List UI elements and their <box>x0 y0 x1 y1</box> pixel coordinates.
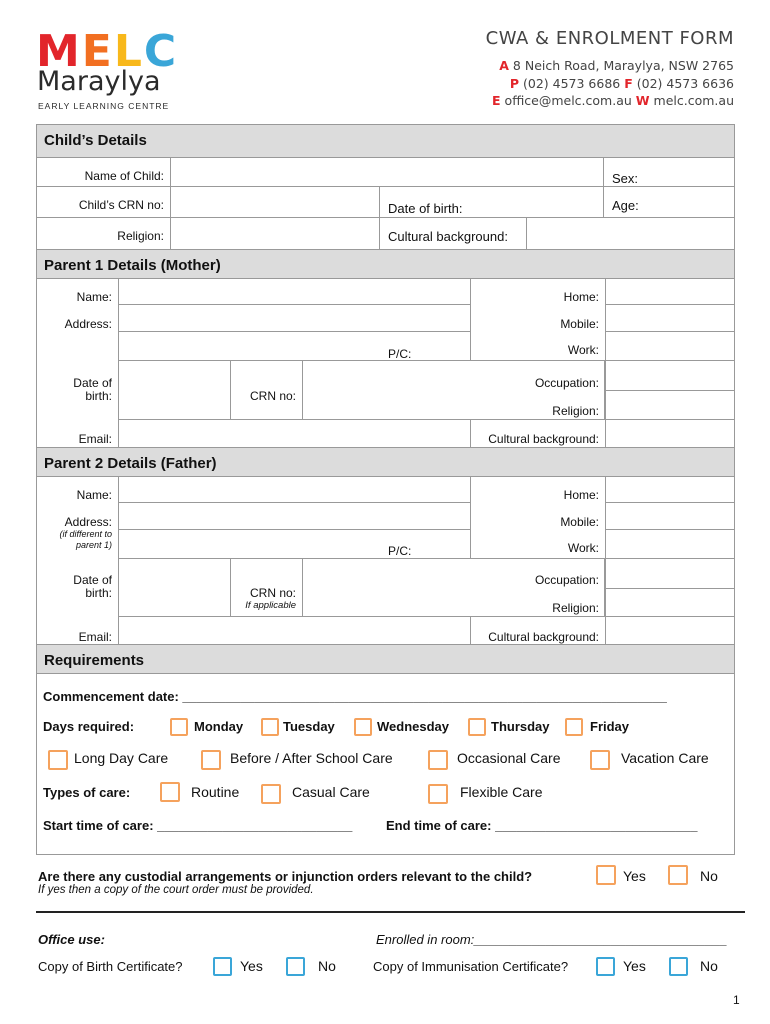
routine-checkbox[interactable] <box>160 782 180 802</box>
phone-value: (02) 4573 6686 <box>523 76 621 91</box>
custody-no-checkbox[interactable] <box>668 865 688 885</box>
parent2-email-label: Email: <box>78 630 112 644</box>
casual-care-checkbox[interactable] <box>261 784 281 804</box>
email-key: E <box>492 93 501 108</box>
parent1-work-label: Work: <box>567 343 599 357</box>
parent1-occupation-field[interactable] <box>605 360 735 391</box>
birth-cert-label: Copy of Birth Certificate? <box>38 959 183 974</box>
parent1-address-label: Address: <box>64 317 112 331</box>
parent2-address-line2-field[interactable] <box>118 529 471 559</box>
immunisation-cert-no-label: No <box>700 958 718 974</box>
types-of-care-label: Types of care: <box>43 785 131 800</box>
monday-label: Monday <box>194 719 244 734</box>
vacation-care-checkbox[interactable] <box>590 750 610 770</box>
contact-phone <box>510 76 734 91</box>
parent2-crn-note: If applicable <box>245 600 296 611</box>
parent2-name-field[interactable] <box>118 476 471 503</box>
parent2-dob-label-1: Date of <box>73 573 112 587</box>
logo-letter-e: E <box>81 26 114 77</box>
monday-checkbox[interactable] <box>170 718 188 736</box>
start-time-field[interactable]: Start time of care: ___________________________ <box>43 818 353 833</box>
parent2-work-label: Work: <box>567 541 599 555</box>
birth-cert-no-checkbox[interactable] <box>286 957 305 976</box>
vacation-care-label: Vacation Care <box>621 750 709 766</box>
parent1-work-field[interactable] <box>605 331 735 361</box>
custody-yes-label: Yes <box>623 868 646 884</box>
logo-tagline: EARLY LEARNING CENTRE <box>38 101 170 111</box>
child-cultural-label: Cultural background: <box>388 229 508 244</box>
custody-note: If yes then a copy of the court order must be provided. <box>38 884 314 896</box>
parent2-name-label: Name: <box>76 488 112 502</box>
enrolled-room-field[interactable]: Enrolled in room:___________________________________ <box>376 932 728 947</box>
child-section-heading: Child’s Details <box>36 124 735 158</box>
child-sex-label: Sex: <box>612 171 639 186</box>
immunisation-cert-yes-label: Yes <box>623 958 646 974</box>
birth-cert-no-label: No <box>318 958 336 974</box>
parent2-address-field[interactable] <box>118 502 471 530</box>
parent1-address-line2-field[interactable] <box>118 331 471 361</box>
routine-label: Routine <box>191 784 240 800</box>
parent1-mobile-label: Mobile: <box>560 317 599 331</box>
child-crn-field[interactable] <box>170 186 380 218</box>
tuesday-checkbox[interactable] <box>261 718 279 736</box>
parent2-religion-label: Religion: <box>552 601 599 615</box>
parent2-crn-label: CRN no: <box>249 586 296 600</box>
birth-cert-yes-label: Yes <box>240 958 263 974</box>
parent1-cultural-field[interactable] <box>605 419 735 448</box>
address-value: 8 Neich Road, Maraylya, NSW 2765 <box>512 58 734 73</box>
office-use-label: Office use: <box>38 932 105 947</box>
parent2-cultural-label: Cultural background: <box>488 630 599 644</box>
parent2-mobile-field[interactable] <box>605 502 735 530</box>
requirements-section-heading: Requirements <box>36 644 735 674</box>
thursday-label: Thursday <box>491 719 550 734</box>
child-name-label: Name of Child: <box>84 169 164 183</box>
before-after-school-care-label: Before / After School Care <box>230 750 393 766</box>
custody-question: Are there any custodial arrangements or injunction orders relevant to the child? <box>38 869 533 884</box>
parent1-email-field[interactable] <box>118 419 471 448</box>
logo-letter-l: L <box>113 26 144 77</box>
parent2-occupation-label: Occupation: <box>534 573 599 587</box>
parent1-dob-field[interactable] <box>118 360 231 420</box>
parent2-address-note-2: parent 1) <box>75 540 112 550</box>
parent2-address-label: Address: <box>64 515 112 529</box>
page-number: 1 <box>733 993 740 1007</box>
custody-no-label: No <box>700 868 718 884</box>
before-after-school-care-checkbox[interactable] <box>201 750 221 770</box>
parent1-dob-label-1: Date of <box>73 376 112 390</box>
parent1-religion-label: Religion: <box>552 404 599 418</box>
parent2-dob-field[interactable] <box>118 558 231 617</box>
parent2-address-note-1: (if different to <box>59 529 112 539</box>
commencement-date-field[interactable]: Commencement date: ___________________________________________________________________ <box>43 689 667 704</box>
parent2-mobile-label: Mobile: <box>560 515 599 529</box>
days-required-label: Days required: <box>43 719 135 734</box>
friday-label: Friday <box>590 719 630 734</box>
phone-key: P <box>509 76 520 91</box>
parent1-email-label: Email: <box>78 432 112 446</box>
tuesday-label: Tuesday <box>283 719 335 734</box>
immunisation-cert-no-checkbox[interactable] <box>669 957 688 976</box>
child-religion-label: Religion: <box>117 229 164 243</box>
long-day-care-label: Long Day Care <box>74 750 169 766</box>
friday-checkbox[interactable] <box>565 718 583 736</box>
parent2-occupation-field[interactable] <box>605 558 735 589</box>
email-value: office@melc.com.au <box>504 93 632 108</box>
parent1-crn-label: CRN no: <box>249 389 296 403</box>
logo-letter-m: M <box>36 26 82 77</box>
parent1-occupation-label: Occupation: <box>534 376 599 390</box>
logo-letter-c: C <box>143 26 179 77</box>
logo-subtitle: Maraylya <box>37 66 161 97</box>
wednesday-label: Wednesday <box>377 719 450 734</box>
wednesday-checkbox[interactable] <box>354 718 372 736</box>
casual-care-label: Casual Care <box>292 784 370 800</box>
parent1-dob-label-2: birth: <box>85 389 112 403</box>
fax-key: F <box>624 76 633 91</box>
parent2-work-field[interactable] <box>605 529 735 559</box>
child-dob-label: Date of birth: <box>388 201 463 216</box>
long-day-care-checkbox[interactable] <box>48 750 68 770</box>
address-key: A <box>499 58 509 73</box>
parent1-section-heading: Parent 1 Details (Mother) <box>36 249 735 279</box>
parent1-address-field[interactable] <box>118 304 471 332</box>
end-time-field[interactable]: End time of care: ____________________________ <box>386 818 698 833</box>
occasional-care-label: Occasional Care <box>457 750 561 766</box>
parent2-home-field[interactable] <box>605 476 735 503</box>
parent1-pc-label: P/C: <box>388 347 412 361</box>
parent1-name-field[interactable] <box>118 278 471 305</box>
occasional-care-checkbox[interactable] <box>428 750 448 770</box>
form-title: CWA & ENROLMENT FORM <box>485 28 734 49</box>
parent2-home-label: Home: <box>563 488 599 502</box>
parent1-home-field[interactable] <box>605 278 735 305</box>
flexible-care-label: Flexible Care <box>460 784 543 800</box>
child-religion-field[interactable] <box>170 217 380 250</box>
flexible-care-checkbox[interactable] <box>428 784 448 804</box>
parent2-section-heading: Parent 2 Details (Father) <box>36 447 735 477</box>
contact-email <box>492 93 734 108</box>
custody-yes-checkbox[interactable] <box>596 865 616 885</box>
child-age-label: Age: <box>612 198 639 213</box>
parent2-cultural-field[interactable] <box>605 616 735 645</box>
immunisation-cert-yes-checkbox[interactable] <box>596 957 615 976</box>
parent1-religion-field[interactable] <box>605 390 735 420</box>
birth-cert-yes-checkbox[interactable] <box>213 957 232 976</box>
office-divider <box>36 911 745 913</box>
web-key: W <box>635 93 650 108</box>
contact-address <box>499 58 734 73</box>
web-value: melc.com.au <box>653 93 734 108</box>
parent2-email-field[interactable] <box>118 616 471 645</box>
parent2-pc-label: P/C: <box>388 544 412 558</box>
child-crn-label: Child’s CRN no: <box>78 198 164 212</box>
parent2-religion-field[interactable] <box>605 588 735 617</box>
child-name-field[interactable] <box>170 157 604 187</box>
immunisation-cert-label: Copy of Immunisation Certificate? <box>373 959 569 974</box>
thursday-checkbox[interactable] <box>468 718 486 736</box>
parent1-home-label: Home: <box>563 290 599 304</box>
parent1-cultural-label: Cultural background: <box>488 432 599 446</box>
child-cultural-field[interactable] <box>526 217 735 250</box>
parent2-dob-label-2: birth: <box>85 586 112 600</box>
fax-value: (02) 4573 6636 <box>636 76 734 91</box>
parent1-mobile-field[interactable] <box>605 304 735 332</box>
parent1-name-label: Name: <box>76 290 112 304</box>
